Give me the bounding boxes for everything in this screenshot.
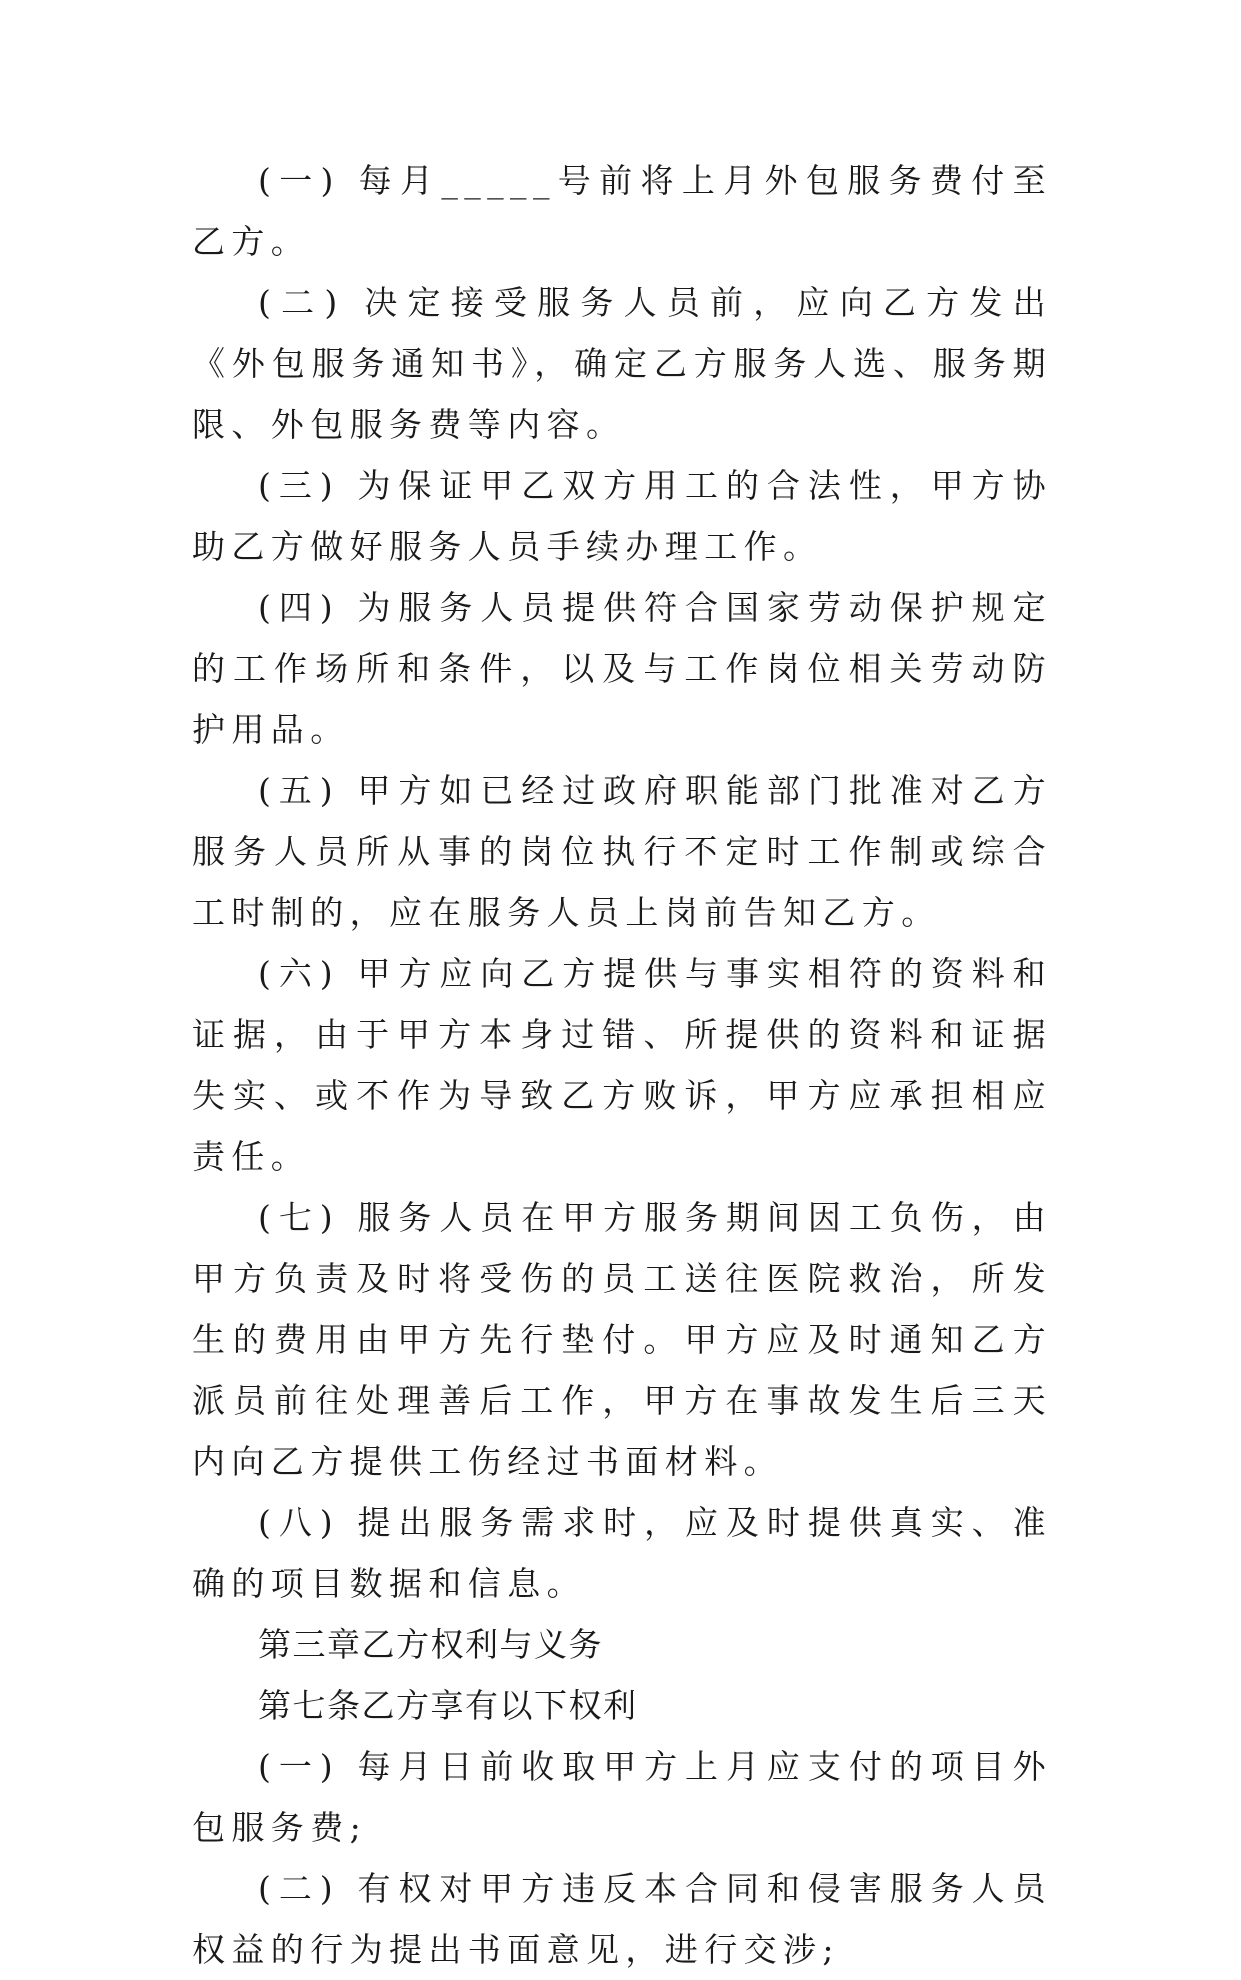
clause-4-workplace-conditions: (四) 为服务人员提供符合国家劳动保护规定的工作场所和条件，以及与工作岗位相关劳动防护用品。 [192,588,1052,749]
clause-6-evidence-responsibility: (六) 甲方应向乙方提供与事实相符的资料和证据，由于甲方本身过错、所提供的资料和证据失实、或不作为导致乙方败诉，甲方应承担相应责任。 [192,954,1052,1176]
right-1-service-fee: (一) 每月日前收取甲方上月应支付的项目外包服务费; [192,1747,1052,1847]
clause-3-employment-legality: (三) 为保证甲乙双方用工的合法性，甲方协助乙方做好服务人员手续办理工作。 [192,466,1052,566]
clause-7-work-injury: (七) 服务人员在甲方服务期间因工负伤，由甲方负责及时将受伤的员工送往医院救治，所发生的费用由甲方先行垫付。甲方应及时通知乙方派员前往处理善后工作，甲方在事故发生后三天内向乙方提供工伤经过书面材料。 [192,1198,1052,1481]
clause-1-monthly-payment: (一) 每月_____号前将上月外包服务费付至乙方。 [192,161,1052,261]
article-heading: 第七条乙方享有以下权利 [258,1686,638,1725]
clause-5-working-hours-system: (五) 甲方如已经过政府职能部门批准对乙方服务人员所从事的岗位执行不定时工作制或综合工时制的，应在服务人员上岗前告知乙方。 [192,771,1052,932]
right-2-objection: (二) 有权对甲方违反本合同和侵害服务人员权益的行为提出书面意见，进行交涉; [192,1869,1052,1969]
clause-2-service-notice: (二) 决定接受服务人员前，应向乙方发出《外包服务通知书》，确定乙方服务人选、服务期限、外包服务费等内容。 [192,283,1052,444]
document-page [192,150,1052,1980]
clause-8-service-requirements: (八) 提出服务需求时，应及时提供真实、准确的项目数据和信息。 [192,1503,1052,1603]
chapter-heading: 第三章乙方权利与义务 [258,1625,603,1664]
